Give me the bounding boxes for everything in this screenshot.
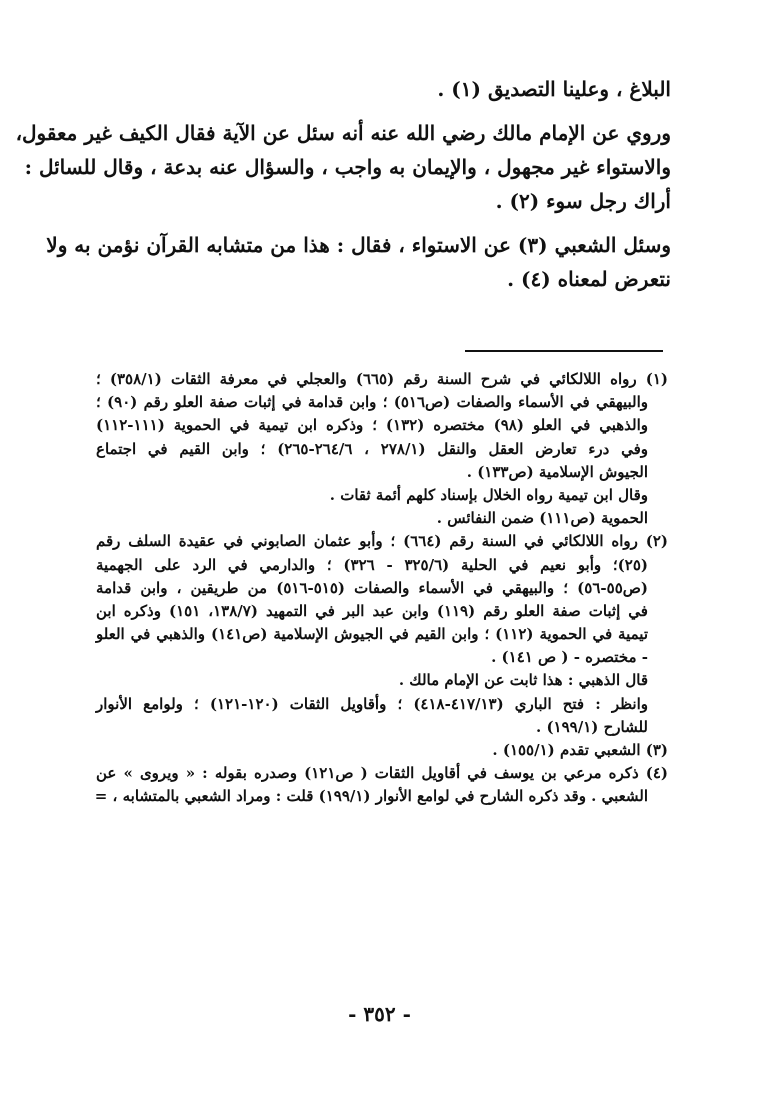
footnote-line: والبيهقي في الأسماء والصفات (ص٥١٦) ؛ وابن قدامة في إثبات صفة العلو رقم (٩٠) ؛ bbox=[96, 393, 649, 412]
footnotes-block bbox=[96, 368, 668, 809]
footnote-line: - مختصره - ( ص ١٤١) . bbox=[491, 648, 648, 667]
footnote-line: قال الذهبي : هذا ثابت عن الإمام مالك . bbox=[398, 671, 648, 690]
footnote-line: وفي درء تعارض العقل والنقل (٢٧٨/١ ، ٢٦٤/٦-٢٦٥) ؛ وابن القيم في اجتماع bbox=[96, 439, 648, 458]
main-line: نتعرض لمعناه (٤) . bbox=[507, 267, 671, 291]
footnote-line: (ص٥٥-٥٦) ؛ والبيهقي في الأسماء والصفات (٥١٥-٥١٦) من طريقين ، وابن قدامة bbox=[96, 578, 649, 597]
footnote-separator bbox=[465, 350, 663, 352]
main-line: وسئل الشعبي (٣) عن الاستواء ، فقال : هذا من متشابه القرآن نؤمن به ولا bbox=[46, 233, 671, 257]
footnote-line: الجيوش الإسلامية (ص١٣٣) . bbox=[466, 462, 648, 481]
footnote-line: وقال ابن تيمية رواه الخلال بإسناد كلهم أئمة ثقات . bbox=[329, 485, 648, 504]
footnote-line: (٢) رواه اللالكائي في السنة رقم (٦٦٤) ؛ وأبو عثمان الصابوني في عقيدة السلف رقم bbox=[96, 532, 669, 551]
footnote-line: للشارح (١٩٩/١) . bbox=[536, 717, 648, 736]
footnote-line: (٤) ذكره مرعي بن يوسف في أقاويل الثقات ( ص١٢١) وصدره بقوله : « ويروى » عن bbox=[96, 764, 668, 783]
main-line: أراك رجل سوء (٢) . bbox=[495, 189, 671, 213]
main-text-block bbox=[15, 72, 671, 296]
main-line: والاستواء غير مجهول ، والإيمان به واجب ، والسؤال عنه بدعة ، وقال للسائل : bbox=[24, 155, 671, 179]
footnote-line: (٣) الشعبي تقدم (١٥٥/١) . bbox=[492, 741, 668, 759]
main-line: وروي عن الإمام مالك رضي الله عنه أنه سئل عن الآية فقال الكيف غير معقول، bbox=[15, 121, 671, 145]
footnote-line: (٢٥)؛ وأبو نعيم في الحلية (٣٢٥/٦ - ٣٢٦) ؛ والدارمي في الرد على الجهمية bbox=[96, 555, 648, 574]
footnote-line: تيمية في الحموية (١١٢) ؛ وابن القيم في الجيوش الإسلامية (ص١٤١) والذهبي في العلو bbox=[96, 625, 648, 644]
footnote-line: الشعبي . وقد ذكره الشارح في لوامع الأنوار (١٩٩/١) قلت : ومراد الشعبي بالمتشابه ، = bbox=[94, 787, 648, 806]
footnote-line: وانظر : فتح الباري (٤١٧/١٣-٤١٨) ؛ وأقاويل الثقات (١٢٠-١٢١) ؛ ولوامع الأنوار bbox=[96, 694, 649, 713]
footnote-line: الحموية (ص١١١) ضمن النفائس . bbox=[436, 509, 648, 528]
footnote-line: (١) رواه اللالكائي في شرح السنة رقم (٦٦٥) والعجلي في معرفة الثقات (٣٥٨/١) ؛ bbox=[96, 370, 668, 388]
main-line: البلاغ ، وعلينا التصديق (١) . bbox=[437, 77, 671, 101]
footnote-line: في إثبات صفة العلو رقم (١١٩) وابن عبد البر في التمهيد (١٣٨/٧، ١٥١) وذكره ابن bbox=[96, 601, 648, 620]
footnote-line: والذهبي في العلو (٩٨) مختصره (١٣٢) ؛ وذكره ابن تيمية في الحموية (١١١-١١٢) bbox=[96, 416, 649, 435]
page-number: - ٣٥٢ - bbox=[348, 1002, 411, 1026]
